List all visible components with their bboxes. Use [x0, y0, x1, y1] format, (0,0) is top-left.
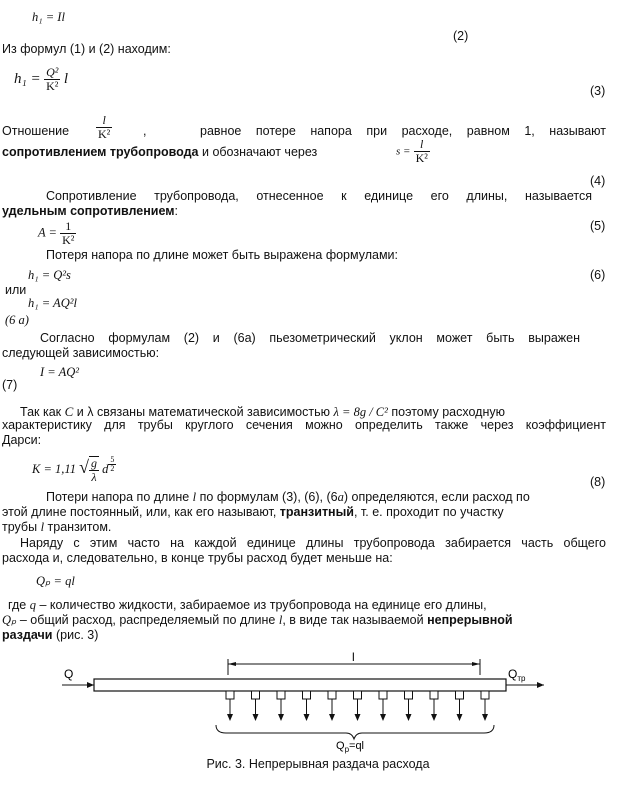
text-otnoshenie: Отношение — [2, 124, 70, 138]
eq8-sqrt-num: g — [91, 456, 97, 470]
equation-6a-number: (6 а) — [5, 313, 29, 327]
figure-pipe — [0, 645, 636, 755]
text-udelnym — [2, 204, 178, 219]
fig-tap-arrow — [457, 714, 463, 721]
text-sleduyushey: следующей зависимостью: — [2, 346, 160, 360]
text-tak-kak: Так как — [20, 405, 62, 419]
eq3-num: Q² — [46, 65, 59, 79]
text-ravnoe: равное потере напора при расходе, равном 1, называют — [200, 124, 606, 138]
text-tranzitom: транзитом. — [47, 520, 112, 534]
eq5-den: K² — [62, 233, 75, 247]
fig-tap-arrow — [380, 714, 386, 721]
eq3-tail: l — [63, 70, 68, 87]
text-darsi: Дарси: — [2, 433, 42, 447]
text-ili: или — [5, 283, 27, 297]
fig-label-l: l — [352, 650, 355, 664]
s-num: l — [414, 138, 430, 152]
equation-6-number: (6) — [590, 268, 606, 282]
eq5-lhs: A = — [38, 225, 57, 240]
text-etoy-line — [2, 505, 504, 520]
fig-tap-arrow — [406, 714, 412, 721]
fig-tap — [354, 691, 362, 699]
var-l2: l — [40, 520, 45, 534]
text-qp-line — [2, 613, 606, 628]
colon: : — [174, 204, 179, 218]
fig-taps — [226, 691, 489, 721]
text-harakteristiku: характеристику для трубы круглого сечения можно определить также через коэффициент — [2, 418, 606, 432]
fig-tap-arrow — [278, 714, 284, 721]
comma: , — [143, 124, 147, 138]
var-q: q — [29, 598, 36, 612]
equation-qp: Qₚ = ql — [36, 574, 75, 588]
eq8-exp-den: 2 — [110, 464, 115, 473]
fig-tap — [277, 691, 285, 699]
figure-caption: Рис. 3. Непрерывная раздача расхода — [206, 757, 430, 771]
eq8-sqrt-den: λ — [91, 470, 97, 484]
eq5-num: 1 — [60, 220, 76, 234]
equation-3 — [14, 66, 68, 93]
text-gde-line — [8, 598, 487, 613]
var-a: а — [337, 490, 344, 504]
text-poteri: Потери напора по длине — [46, 490, 190, 504]
s-lhs: s = — [396, 145, 411, 158]
text-etoy: этой длине постоянный, или, как его называют, — [2, 505, 277, 519]
ratio-den: K² — [98, 127, 111, 141]
text-svyazany: и λ связаны математической зависимостью — [76, 405, 330, 419]
fig-label-Q: Q — [64, 667, 74, 681]
equation-5 — [38, 220, 76, 247]
text-gde: где — [8, 598, 27, 612]
fig-tap — [328, 691, 336, 699]
bold-tranzitny: транзитный — [279, 505, 354, 519]
bold-nepreryvnoy: непрерывной — [427, 613, 513, 627]
equation-7: I = AQ² — [40, 365, 80, 379]
lambda-relation: λ = 8g / C² — [333, 405, 388, 419]
text-razdachi-line — [2, 628, 98, 643]
text-rashoda: расхода и, следовательно, в конце трубы расход будет меньше на: — [2, 551, 393, 565]
text-naryadu: Наряду с этим часто на каждой единице длины трубопровода забирается часть общего — [20, 536, 606, 550]
text-soprotivlenie-line — [2, 145, 317, 160]
var-l3: l — [278, 613, 283, 627]
fig-tap-arrow — [329, 714, 335, 721]
fig-tap-arrow — [431, 714, 437, 721]
text-opredelyayutsya: ) определяются, если расход по — [343, 490, 530, 504]
eq8-sqrt: √ $\frac{g}{\lambda}$ — [79, 456, 97, 484]
equation-6a: h₁ = AQ²l — [28, 296, 77, 310]
eq3-lhs: h₁ = — [14, 70, 41, 87]
eq8-d: d — [102, 461, 109, 476]
fig-tap — [430, 691, 438, 699]
ratio-fraction — [96, 114, 112, 141]
fig-tap-arrow — [253, 714, 259, 721]
fig-tap — [379, 691, 387, 699]
eq8-lhs: K = 1,11 — [32, 461, 76, 476]
eq3-fraction — [44, 66, 60, 93]
equation-2-number: (2) — [453, 29, 469, 43]
fig-tap-arrow — [227, 714, 233, 721]
text-soglasno: Согласно формулам (2) и (6а) пьезометрический уклон может быть выражен — [40, 331, 580, 345]
text-poetomu: поэтому расходную — [391, 405, 505, 419]
text-truby: трубы — [2, 520, 38, 534]
bold-razdachi: раздачи — [2, 628, 53, 642]
fig-tap — [405, 691, 413, 699]
equation-3-number: (3) — [590, 84, 606, 98]
fig-tap — [481, 691, 489, 699]
fig-tap — [303, 691, 311, 699]
ratio-num: l — [96, 114, 112, 128]
fig-tap — [226, 691, 234, 699]
text-oboznachayut: и обозначают через — [201, 145, 318, 159]
text-kolichestvo: – количество жидкости, забираемое из трубопровода на единице его длины, — [39, 598, 487, 612]
fig-tap — [456, 691, 464, 699]
text-ris3: (рис. 3) — [55, 628, 99, 642]
fig-label-Qtr: $Q_{тр}$ — [508, 667, 526, 683]
text-soprotivlenie-otnesennoe: Сопротивление трубопровода, отнесенное к единице его длины, называется — [46, 189, 592, 203]
var-Qp: Qₚ — [2, 613, 17, 627]
s-formula — [396, 138, 430, 165]
s-den: K² — [415, 151, 428, 165]
text-poterya: Потеря напора по длине может быть выражена формулами: — [46, 248, 399, 262]
equation-8-number: (8) — [590, 475, 606, 489]
equation-2: h₁ = Il — [32, 10, 65, 24]
fig-tap-arrow — [482, 714, 488, 721]
text-v-vide: , в виде так называемой — [282, 613, 424, 627]
equation-6: h₁ = Q²s — [28, 268, 71, 282]
equation-4-number: (4) — [590, 174, 606, 188]
text-obshiy: – общий расход, распределяемый по длине — [19, 613, 276, 627]
bold-soprotivlenie: сопротивлением трубопровода — [2, 145, 199, 159]
text-truby-line — [2, 520, 111, 535]
var-C: C — [64, 404, 74, 419]
text-te: , т. е. проходит по участку — [353, 505, 504, 519]
text-po-formulam: по формулам (3), (6), (6 — [199, 490, 338, 504]
fig-tap — [252, 691, 260, 699]
paragraph-from-formulas: Из формул (1) и (2) находим: — [2, 42, 171, 56]
bold-udelnym: удельным сопротивлением — [2, 204, 175, 218]
eq8-exp-num: 5 — [110, 455, 115, 464]
text-poteri-line — [46, 490, 530, 505]
fig-tap-arrow — [355, 714, 361, 721]
fig-tap-arrow — [304, 714, 310, 721]
fig-label-Qp: $Q_р=ql$ — [336, 740, 365, 754]
equation-5-number: (5) — [590, 219, 606, 233]
eq3-den: K² — [46, 79, 59, 93]
equation-7-number: (7) — [2, 378, 18, 392]
equation-8 — [32, 456, 116, 484]
var-l: l — [192, 490, 197, 504]
